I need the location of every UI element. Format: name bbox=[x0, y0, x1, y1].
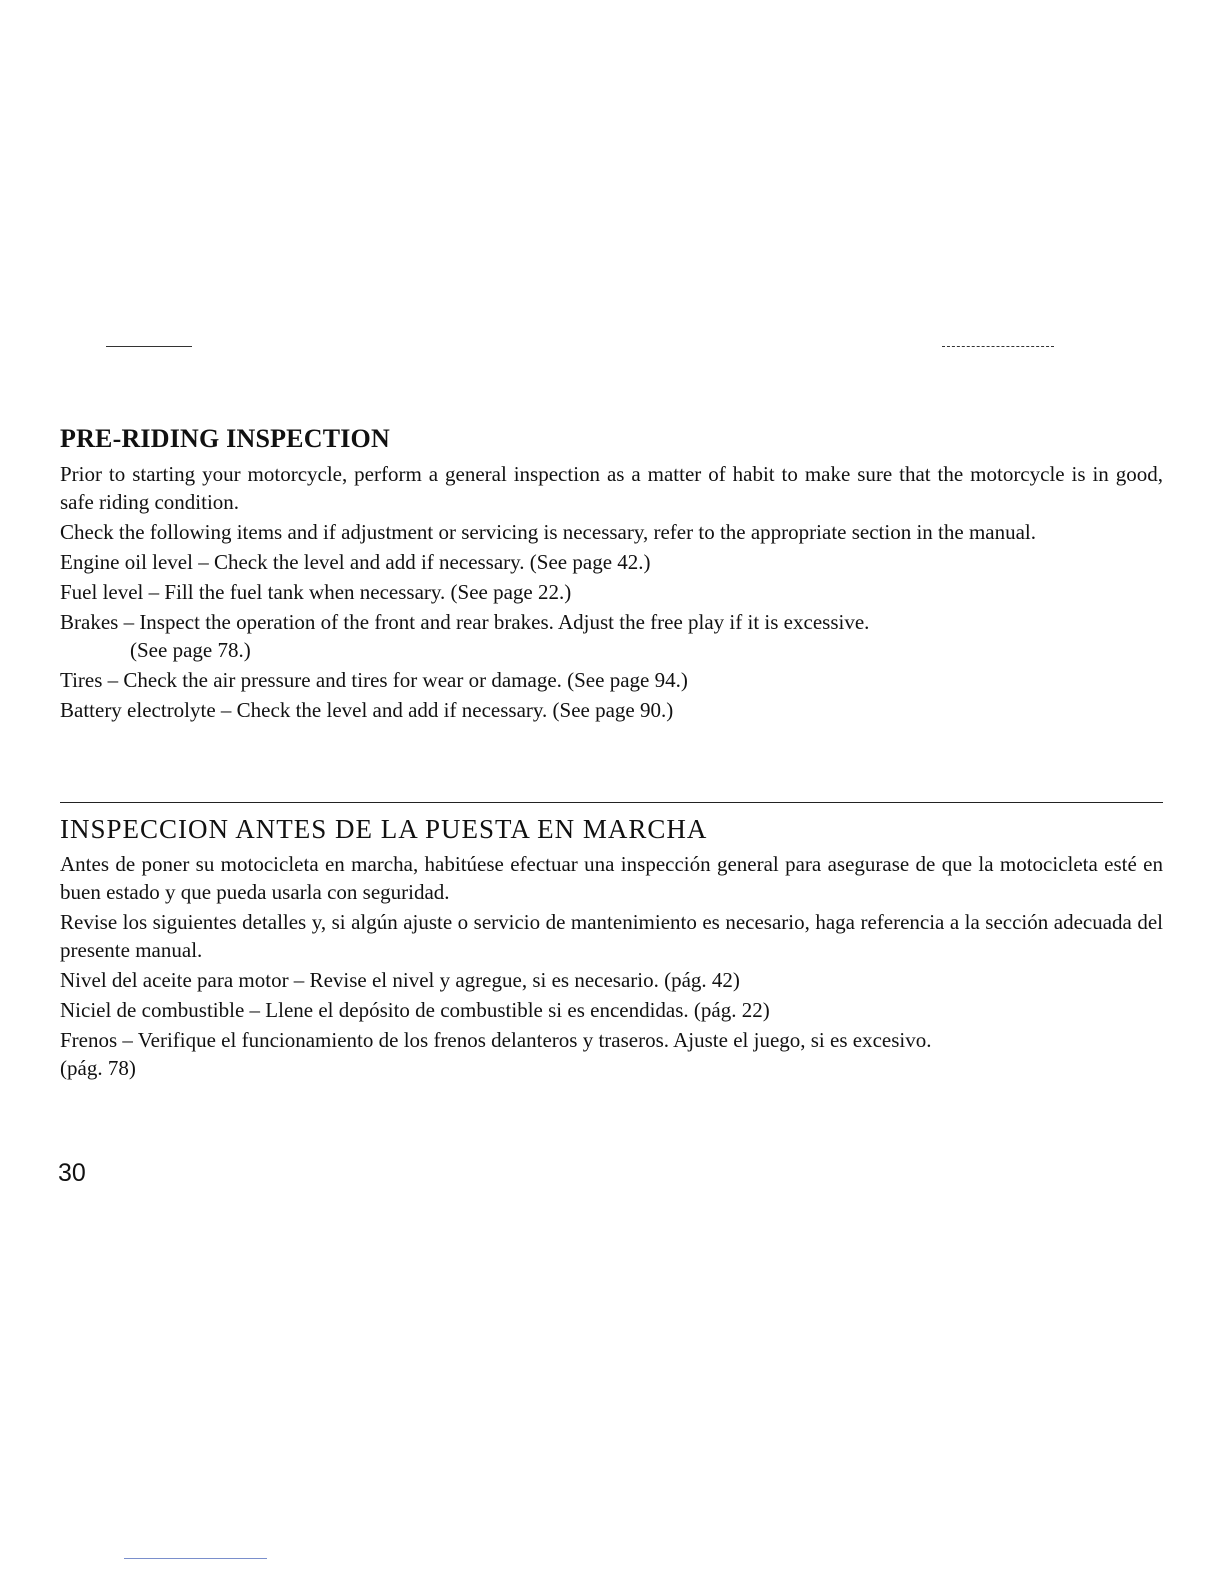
spanish-title: INSPECCION ANTES DE LA PUESTA EN MARCHA bbox=[60, 814, 708, 844]
item-combustible: Niciel de combustible – Llene el depósito de combustible si es encendidas. (pág. 22) bbox=[60, 998, 770, 1022]
item-battery: Battery electrolyte – Check the level and add if necessary. (See page 90.) bbox=[60, 698, 674, 722]
item-tires: Tires – Check the air pressure and tires for wear or damage. (See page 94.) bbox=[60, 668, 688, 692]
item-frenos-reference: (pág. 78) bbox=[60, 1056, 136, 1080]
spanish-intro: Antes de poner su motocicleta en marcha, habitúese efectuar una inspección general para asegurase de que la motocicleta esté en buen estado y que pueda usarla con seguridad. bbox=[60, 852, 1163, 904]
bottom-rule bbox=[124, 1558, 267, 1559]
english-intro: Prior to starting your motorcycle, perform a general inspection as a matter of habit to make sure that the motorcycle is in good, safe riding condition. bbox=[60, 462, 1163, 514]
item-frenos: Frenos – Verifique el funcionamiento de los frenos delanteros y traseros. Ajuste el juego, si es excesivo. bbox=[60, 1028, 932, 1052]
english-section bbox=[60, 424, 1163, 724]
item-engine-oil: Engine oil level – Check the level and add if necessary. (See page 42.) bbox=[60, 550, 651, 574]
spanish-instructions: Revise los siguientes detalles y, si algún ajuste o servicio de mantenimiento es necesario, haga referencia a la sección adecuada del presente manual. bbox=[60, 910, 1163, 962]
top-right-rule bbox=[942, 346, 1054, 347]
spanish-section bbox=[60, 814, 1163, 1082]
item-brakes-reference: (See page 78.) bbox=[130, 638, 251, 662]
item-fuel-level: Fuel level – Fill the fuel tank when necessary. (See page 22.) bbox=[60, 580, 572, 604]
section-divider bbox=[60, 802, 1163, 803]
english-title: PRE-RIDING INSPECTION bbox=[60, 424, 390, 453]
english-instructions: Check the following items and if adjustment or servicing is necessary, refer to the appropriate section in the manual. bbox=[60, 520, 1037, 544]
item-brakes: Brakes – Inspect the operation of the front and rear brakes. Adjust the free play if it is excessive. bbox=[60, 610, 870, 634]
item-aceite: Nivel del aceite para motor – Revise el nivel y agregue, si es necesario. (pág. 42) bbox=[60, 968, 740, 992]
page-number: 30 bbox=[58, 1159, 86, 1187]
top-left-rule bbox=[106, 346, 192, 347]
